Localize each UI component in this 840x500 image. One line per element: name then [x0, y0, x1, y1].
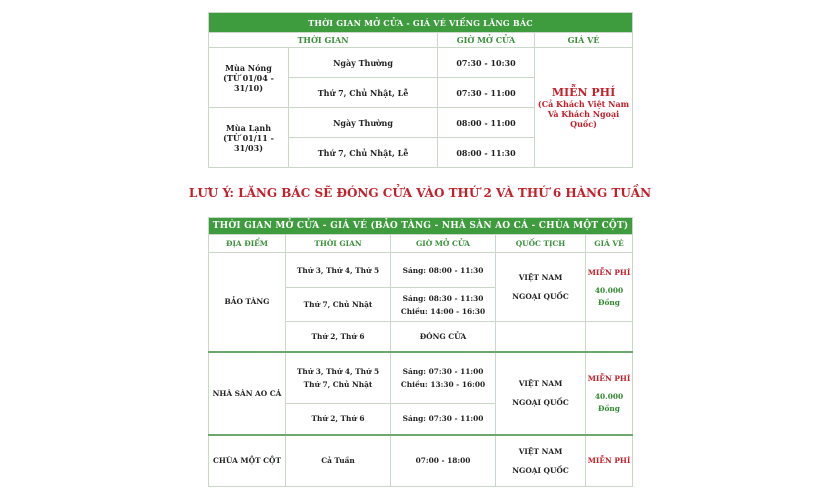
- stilt-price-cell: [586, 352, 633, 435]
- museum-hours-2-cell: [391, 288, 496, 322]
- hot-weekday: Ngày Thường: [289, 48, 438, 78]
- museum-hours-2b: Chiều: 14:00 - 16:30: [400, 306, 486, 316]
- stilt-foreign-price: 40.000 Đồng: [594, 391, 624, 413]
- col-time-2: THỜI GIAN: [286, 235, 391, 253]
- pagoda-vietnam: VIỆT NAM: [518, 446, 563, 456]
- museum-days-2: Thứ 7, Chủ Nhật: [286, 288, 391, 322]
- pagoda-name: CHÙA MỘT CỘT: [209, 435, 286, 487]
- cold-range: (TỪ 01/11 - 31/03): [223, 132, 274, 153]
- cold-weekend: Thứ 7, Chủ Nhật, Lễ: [289, 138, 438, 168]
- stilt-nation-cell: [496, 352, 586, 435]
- museum-nation-empty: [496, 322, 586, 352]
- stilt-days-2: Thứ 2, Thứ 6: [286, 404, 391, 435]
- pagoda-hours: 07:00 - 18:00: [391, 435, 496, 487]
- free-cell: [535, 48, 633, 168]
- free-note-2: Và Khách Ngoại Quốc): [547, 109, 620, 129]
- pagoda-foreign: NGOẠI QUỐC: [512, 465, 569, 475]
- col-price: GIÁ VÉ: [535, 33, 633, 48]
- hot-season-cell: [209, 48, 289, 108]
- stilt-hours-2: Sáng: 07:30 - 11:00: [391, 404, 496, 435]
- museum-hours-1: Sáng: 08:00 - 11:30: [391, 253, 496, 288]
- cold-season-cell: [209, 108, 289, 168]
- museum-hours-3: ĐÓNG CỬA: [391, 322, 496, 352]
- pagoda-nation-cell: [496, 435, 586, 487]
- hot-weekend-hours: 07:30 - 11:00: [438, 78, 535, 108]
- mausoleum-table: [208, 12, 633, 168]
- free-note-1: (Cả Khách Việt Nam: [537, 99, 630, 109]
- museum-foreign: NGOẠI QUỐC: [512, 292, 569, 301]
- col-hours: GIỜ MỞ CỬA: [438, 33, 535, 48]
- museum-price-empty: [586, 322, 633, 352]
- complex-table-title: THỜI GIAN MỞ CỬA - GIÁ VÉ (BẢO TÀNG - NHÀ SÀN AO CÁ - CHÙA MỘT CỘT): [209, 218, 633, 235]
- hot-weekday-hours: 07:30 - 10:30: [438, 48, 535, 78]
- col-time: THỜI GIAN: [209, 33, 438, 48]
- stilt-name: NHÀ SÀN AO CÁ: [209, 352, 286, 435]
- cold-season: Mùa Lạnh: [225, 122, 272, 133]
- museum-days-3: Thứ 2, Thứ 6: [286, 322, 391, 352]
- museum-vietnam: VIỆT NAM: [518, 273, 563, 282]
- mausoleum-table-title: THỜI GIAN MỞ CỬA - GIÁ VÉ VIẾNG LĂNG BÁC: [209, 13, 633, 33]
- museum-foreign-price: 40.000 Đồng: [594, 285, 624, 307]
- free-label: MIỄN PHÍ: [551, 86, 616, 99]
- museum-hours-2a: Sáng: 08:30 - 11:30: [402, 293, 484, 303]
- stilt-hours-1b: Chiều: 13:30 - 16:00: [400, 379, 486, 389]
- stilt-days-1a: Thứ 3, Thứ 4, Thứ 5: [296, 366, 380, 376]
- complex-table: [208, 217, 633, 487]
- pagoda-free: MIỄN PHÍ: [586, 435, 633, 487]
- stilt-foreign: NGOẠI QUỐC: [512, 398, 569, 407]
- cold-weekday-hours: 08:00 - 11:00: [438, 108, 535, 138]
- museum-price-cell: [586, 253, 633, 322]
- stilt-days-1b: Thứ 7, Chủ Nhật: [303, 379, 373, 389]
- hot-season: Mùa Nóng: [225, 62, 272, 73]
- col-hours-2: GIỜ MỞ CỬA: [391, 235, 496, 253]
- stilt-hours-1a: Sáng: 07:30 - 11:00: [402, 366, 484, 376]
- museum-days-1: Thứ 3, Thứ 4, Thứ 5: [286, 253, 391, 288]
- stilt-vietnam: VIỆT NAM: [518, 379, 563, 388]
- hot-weekend: Thứ 7, Chủ Nhật, Lễ: [289, 78, 438, 108]
- col-nation: QUỐC TỊCH: [496, 235, 586, 253]
- museum-free: MIỄN PHÍ: [587, 267, 631, 277]
- col-place: ĐỊA ĐIỂM: [209, 235, 286, 253]
- stilt-free: MIỄN PHÍ: [587, 373, 631, 383]
- stilt-days-1-cell: [286, 352, 391, 404]
- cold-weekend-hours: 08:00 - 11:30: [438, 138, 535, 168]
- stilt-hours-1-cell: [391, 352, 496, 404]
- hot-range: (TỪ 01/04 - 31/10): [223, 72, 274, 93]
- museum-nation-cell: [496, 253, 586, 322]
- museum-name: BẢO TÀNG: [209, 253, 286, 352]
- pagoda-days: Cả Tuần: [286, 435, 391, 487]
- cold-weekday: Ngày Thường: [289, 108, 438, 138]
- col-price-2: GIÁ VÉ: [586, 235, 633, 253]
- closing-note: LƯU Ý: LĂNG BÁC SẼ ĐÓNG CỬA VÀO THỨ 2 VÀ THỨ 6 HÀNG TUẦN: [188, 186, 652, 200]
